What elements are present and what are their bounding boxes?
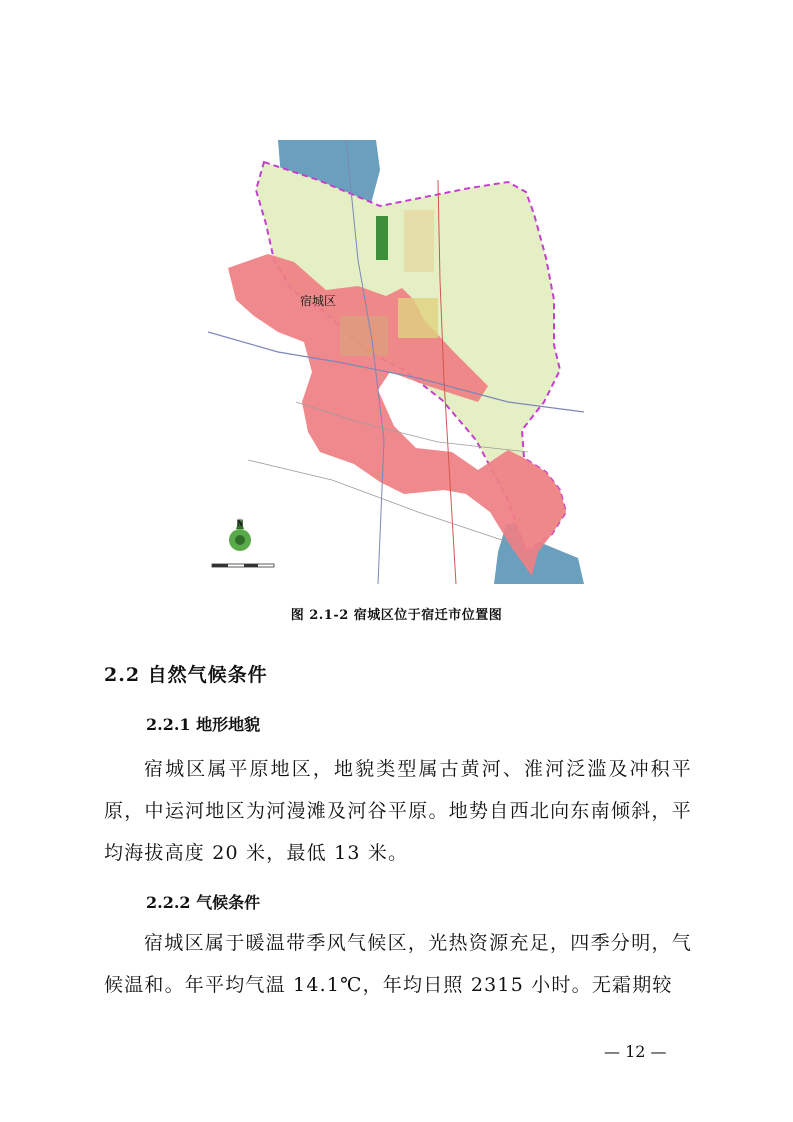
green-park (376, 216, 388, 260)
section-heading: 2.2 自然气候条件 (104, 664, 268, 686)
urban-area-east (398, 298, 438, 338)
district-label: 宿城区 (300, 294, 337, 308)
subsection-heading-climate: 2.2.2 气候条件 (146, 893, 261, 912)
climate-paragraph: 宿城区属于暖温带季风气候区，光热资源充足，四季分明，气候温和。年平均气温 14.1℃，年均日照 2315 小时。无霜期较 (104, 932, 692, 996)
terrain-paragraph: 宿城区属平原地区，地貌类型属古黄河、淮河泛滥及冲积平原，中运河地区为河漫滩及河谷平原。地势自西北向东南倾斜，平均海拔高度 20 米，最低 13 米。 (104, 758, 692, 864)
figure-caption: 图 2.1-2 宿城区位于宿迁市位置图 (290, 608, 503, 623)
urban-area-north (404, 210, 434, 272)
page-number: — 12 — (604, 1042, 667, 1061)
compass-north-label: N (236, 518, 244, 528)
subsection-heading-terrain: 2.2.1 地形地貌 (146, 715, 261, 734)
district-location-map (208, 140, 584, 584)
map-svg (208, 140, 584, 584)
scale-bar (212, 564, 274, 567)
urban-area (340, 316, 388, 356)
